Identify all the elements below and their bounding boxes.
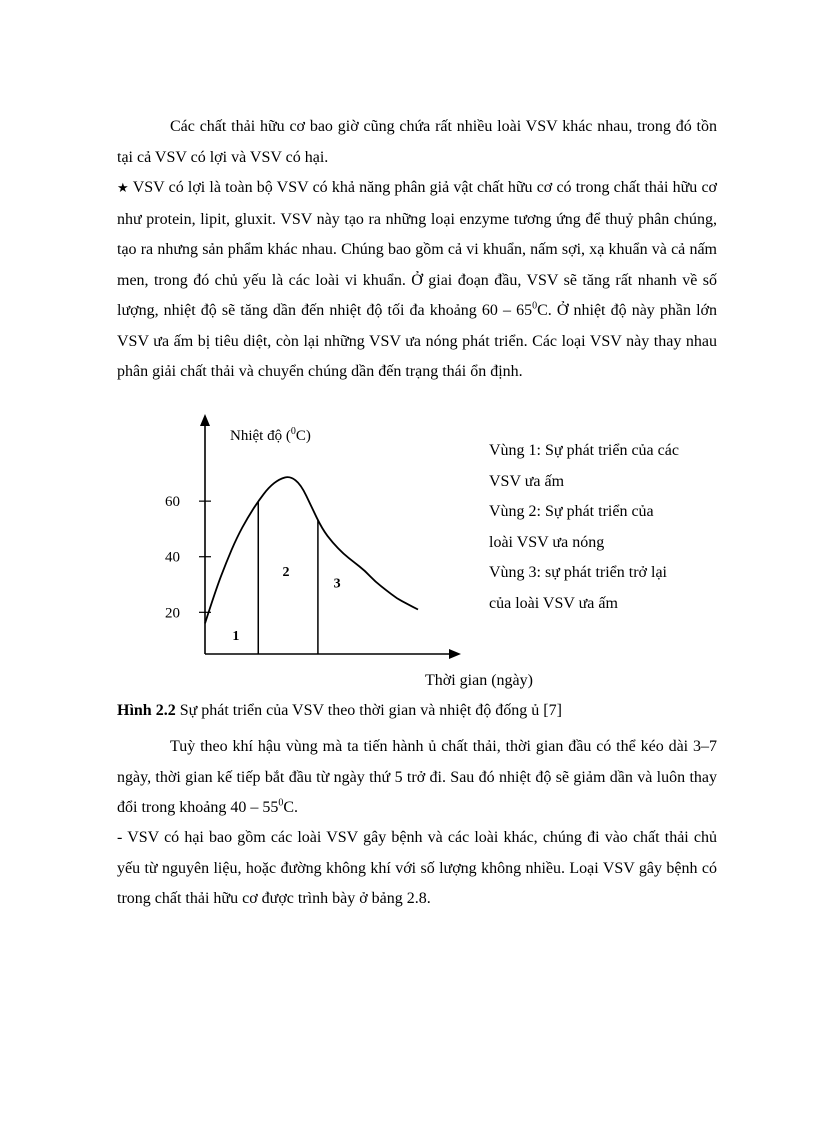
paragraph-harmful (117, 823, 717, 915)
figure-caption-label: Hình 2.2 (117, 702, 176, 719)
chart-axes (200, 414, 461, 659)
zone-label-1: 1 (232, 629, 240, 645)
legend-zone-3-line-2: của loài VSV ưa ấm (489, 594, 618, 612)
paragraph-climate (117, 732, 717, 824)
legend-zone-2-line-2: loài VSV ưa nóng (489, 533, 605, 551)
paragraph-beneficial-rest: C. Ở nhiệt độ này phần lớn VSV ưa ấm bị tiêu diệt, còn lại những VSV ưa nóng phát triển. Các loại VSV này thay nhau phân giải chất thải và chuyển chúng dần đến trạng thái ổn định. (117, 302, 718, 380)
paragraph-beneficial (117, 173, 717, 388)
superscript-degree: 0 (278, 797, 284, 809)
chart-legend (489, 436, 719, 619)
figure-caption-text: Sự phát triển của VSV theo thời gian và nhiệt độ đống ủ [7] (175, 702, 562, 719)
legend-zone-1-line-1: Vùng 1: Sự phát triển của các (489, 442, 679, 459)
x-axis-label: Thời gian (ngày) (425, 672, 533, 689)
y-ticks (165, 494, 211, 621)
y-tick-label: 40 (165, 549, 180, 566)
figure-caption (117, 702, 717, 720)
legend-zone-3-line-1: Vùng 3: sự phát triển trở lại (489, 564, 667, 581)
legend-zone-2-line-1: Vùng 2: Sự phát triển của (489, 503, 654, 520)
y-axis-label: Nhiệt độ ($^0$C) (230, 426, 311, 444)
legend-zone-1-line-2: VSV ưa ấm (489, 472, 565, 490)
star-bullet-icon: ★ (117, 181, 129, 196)
paragraph-beneficial-text: VSV có lợi là toàn bộ VSV có khả năng phân giả vật chất hữu cơ có trong chất thải hữu cơ như protein, lipit, gluxit. VSV này tạo ra những loại enzyme tương ứng để thuỷ phân chúng, tạo ra nhưng sản phẩm khác nhau. Chúng bao gồm cả vi khuẩn, nấm sợi, xạ khuẩn và cả nấm men, trong đó chủ yếu là các loài vi khuẩn. Ở giai đoạn đầu, VSV sẽ tăng rất nhanh về số lượng, nhiệt độ sẽ tăng dần đến nhiệt độ tối đa khoảng 60 – 65 (117, 179, 718, 319)
superscript-degree: 0 (532, 300, 538, 312)
temperature-curve (205, 477, 418, 623)
zone-label-3: 3 (333, 576, 341, 592)
y-tick-label: 60 (165, 494, 180, 511)
y-axis-arrow-icon (200, 414, 210, 426)
paragraph-harmful-text: - VSV có hại bao gồm các loài VSV gây bệnh và các loài khác, chúng đi vào chất thải chủ yếu từ nguyên liệu, hoặc đường không khí với số lượng không nhiều. Loại VSV gây bệnh có trong chất thải hữu cơ được trình bày ở bảng 2.8. (117, 829, 717, 907)
paragraph-intro (117, 112, 717, 173)
paragraph-intro-text: Các chất thải hữu cơ bao giờ cũng chứa rất nhiều loài VSV khác nhau, trong đó tồn tại cả VSV có lợi và VSV có hại. (117, 118, 717, 166)
paragraph-climate-rest: C. (283, 799, 298, 816)
zone-labels (232, 565, 340, 644)
y-tick-label: 20 (165, 605, 180, 622)
x-axis-arrow-icon (449, 649, 461, 659)
zone-label-2: 2 (282, 565, 290, 581)
paragraph-climate-text: Tuỳ theo khí hậu vùng mà ta tiến hành ủ chất thải, thời gian đầu có thể kéo dài 3–7 ngày, thời gian kế tiếp bắt đầu từ ngày thứ 5 trở đi. Sau đó nhiệt độ sẽ giảm dần và luôn thay đổi trong khoảng 40 – 55 (117, 738, 717, 816)
